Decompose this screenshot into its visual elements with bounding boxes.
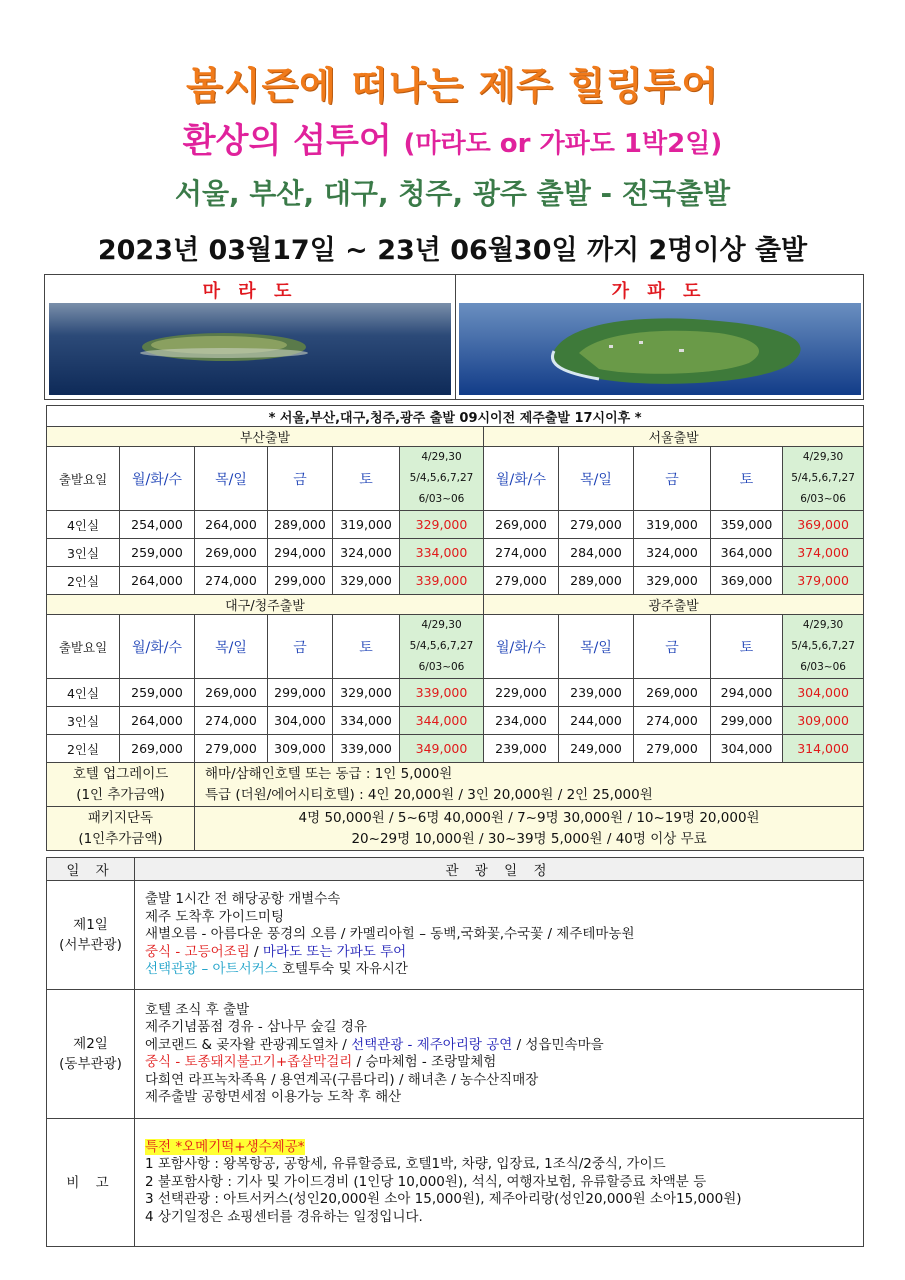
- col-header: 목/일: [195, 447, 268, 511]
- origin-label: 대구/청주출발: [47, 595, 484, 615]
- col-header: 금: [268, 447, 333, 511]
- col-header: 금: [634, 447, 711, 511]
- marado-photo: [49, 303, 451, 395]
- gapado-photo: [459, 303, 861, 395]
- day2-row: [47, 990, 864, 1119]
- origin-label: 광주출발: [484, 595, 864, 615]
- col-header: 토: [333, 447, 400, 511]
- table-row: 3인실 264,000 274,000 304,000 334,000 344,000 234,000 244,000 274,000 299,000 309,000: [47, 707, 864, 735]
- col-header: 월/화/수: [484, 447, 559, 511]
- package-row: [47, 807, 864, 851]
- col-date: 일 자: [47, 858, 135, 881]
- peak-header: 4/29,30 5/4,5,6,7,27 6/03~06: [783, 447, 864, 511]
- peak-header: 4/29,30 5/4,5,6,7,27 6/03~06: [400, 447, 484, 511]
- table-row: 2인실 264,000 274,000 299,000 329,000 339,000 279,000 289,000 329,000 369,000 379,000: [47, 567, 864, 595]
- day1-itinerary: 출발 1시간 전 해당공항 개별수속 제주 도착후 가이드미팅 새별오름 - 아름다운 풍경의 오름 / 카멜리아힐 – 동백,국화꽃,수국꽃 / 제주테마농원 중식 - 고등어조림 / 마라도 또는 가파도 투어 선택관광 – 아트서커스 호텔투숙 및 자유시간: [135, 881, 864, 990]
- schedule-table: [46, 857, 864, 1247]
- notes-row: [47, 1119, 864, 1247]
- hotel-upgrade-info: 해마/삼해인호텔 또는 동급 : 1인 5,000원 특급 (더원/에어시티호텔) : 4인 20,000원 / 3인 20,000원 / 2인 25,000원: [195, 763, 864, 807]
- table-row: 4인실 254,000 264,000 289,000 319,000 329,000 269,000 279,000 319,000 359,000 369,000: [47, 511, 864, 539]
- col-header: 월/화/수: [120, 447, 195, 511]
- notes-content: 특전 *오메기떡+생수제공* 1 포함사항 : 왕복항공, 공항세, 유류할증료, 호텔1박, 차량, 입장료, 1조식/2중식, 가이드 2 불포함사항 : 기사 및 가이드경비 (1인당 10,000원), 석식, 여행자보험, 유류할증료 차액분 등 3 선택관광 : 아트서커스(성인20,000원 소아 15,000원), 제주아리랑(성인20,000원 소아15,000원) 4 상기일정은 쇼핑센터를 경유하는 일정입니다.: [135, 1119, 864, 1247]
- peak-header: 4/29,30 5/4,5,6,7,27 6/03~06: [400, 615, 484, 679]
- special-offer: 특전 *오메기떡+생수제공*: [145, 1138, 305, 1155]
- col-header: 목/일: [195, 615, 268, 679]
- col-header: 금: [634, 615, 711, 679]
- hotel-upgrade-row: [47, 763, 864, 807]
- price-notice: * 서울,부산,대구,청주,광주 출발 09시이전 제주출발 17시이후 *: [47, 406, 864, 427]
- package-info: 4명 50,000원 / 5~6명 40,000원 / 7~9명 30,000원 / 10~19명 20,000원 20~29명 10,000원 / 30~39명 5,000원 / 40명 이상 무료: [195, 807, 864, 851]
- origin-label: 부산출발: [47, 427, 484, 447]
- day-label: 출발요일: [47, 447, 120, 511]
- island-gapado: [455, 275, 863, 399]
- col-header: 토: [711, 447, 783, 511]
- notes-label: 비 고: [47, 1119, 135, 1247]
- col-header: 금: [268, 615, 333, 679]
- hotel-upgrade-label: 호텔 업그레이드 (1인 추가금액): [47, 763, 195, 807]
- island-photos: [44, 274, 864, 400]
- day1-label: 제1일 (서부관광): [47, 881, 135, 990]
- day2-label: 제2일 (동부관광): [47, 990, 135, 1119]
- day-label: 출발요일: [47, 615, 120, 679]
- col-header: 목/일: [559, 615, 634, 679]
- table-row: 3인실 259,000 269,000 294,000 324,000 334,000 274,000 284,000 324,000 364,000 374,000: [47, 539, 864, 567]
- col-header: 목/일: [559, 447, 634, 511]
- page-title: 봄시즌에 떠나는 제주 힐링투어: [186, 64, 719, 108]
- table-row: 4인실 259,000 269,000 299,000 329,000 339,000 229,000 239,000 269,000 294,000 304,000: [47, 679, 864, 707]
- departure-cities: 서울, 부산, 대구, 청주, 광주 출발 - 전국출발: [174, 177, 731, 210]
- peak-header: 4/29,30 5/4,5,6,7,27 6/03~06: [783, 615, 864, 679]
- col-header: 월/화/수: [120, 615, 195, 679]
- origin-label: 서울출발: [484, 427, 864, 447]
- col-itinerary: 관 광 일 정: [135, 858, 864, 881]
- col-header: 토: [711, 615, 783, 679]
- island-marado: [45, 275, 456, 399]
- island-name: 가 파 도: [611, 281, 707, 302]
- price-table: [46, 405, 864, 851]
- day2-itinerary: 호텔 조식 후 출발 제주기념품점 경유 - 삼나무 숲길 경유 에코랜드 & 곶자왈 관광궤도열차 / 선택관광 - 제주아리랑 공연 / 성읍민속마을 중식 - 토종돼지불고기+좁살막걸리 / 승마체험 - 조랑말체험 다희연 라프녹차족욕 / 용연계곡(구름다리) / 해녀촌 / 농수산직매장 제주출발 공항면세점 이용가능 도착 후 해산: [135, 990, 864, 1119]
- package-label: 패키지단독 (1인추가금액): [47, 807, 195, 851]
- col-header: 월/화/수: [484, 615, 559, 679]
- subtitle-small: (마라도 or 가파도 1박2일): [403, 129, 723, 159]
- subtitle-main: 환상의 섬투어: [182, 121, 392, 161]
- island-name: 마 라 도: [202, 281, 298, 302]
- tour-period: 2023년 03월17일 ~ 23년 06월30일 까지 2명이상 출발: [97, 235, 808, 266]
- day1-row: [47, 881, 864, 990]
- col-header: 토: [333, 615, 400, 679]
- table-row: 2인실 269,000 279,000 309,000 339,000 349,000 239,000 249,000 279,000 304,000 314,000: [47, 735, 864, 763]
- page-subtitle: [0, 113, 905, 162]
